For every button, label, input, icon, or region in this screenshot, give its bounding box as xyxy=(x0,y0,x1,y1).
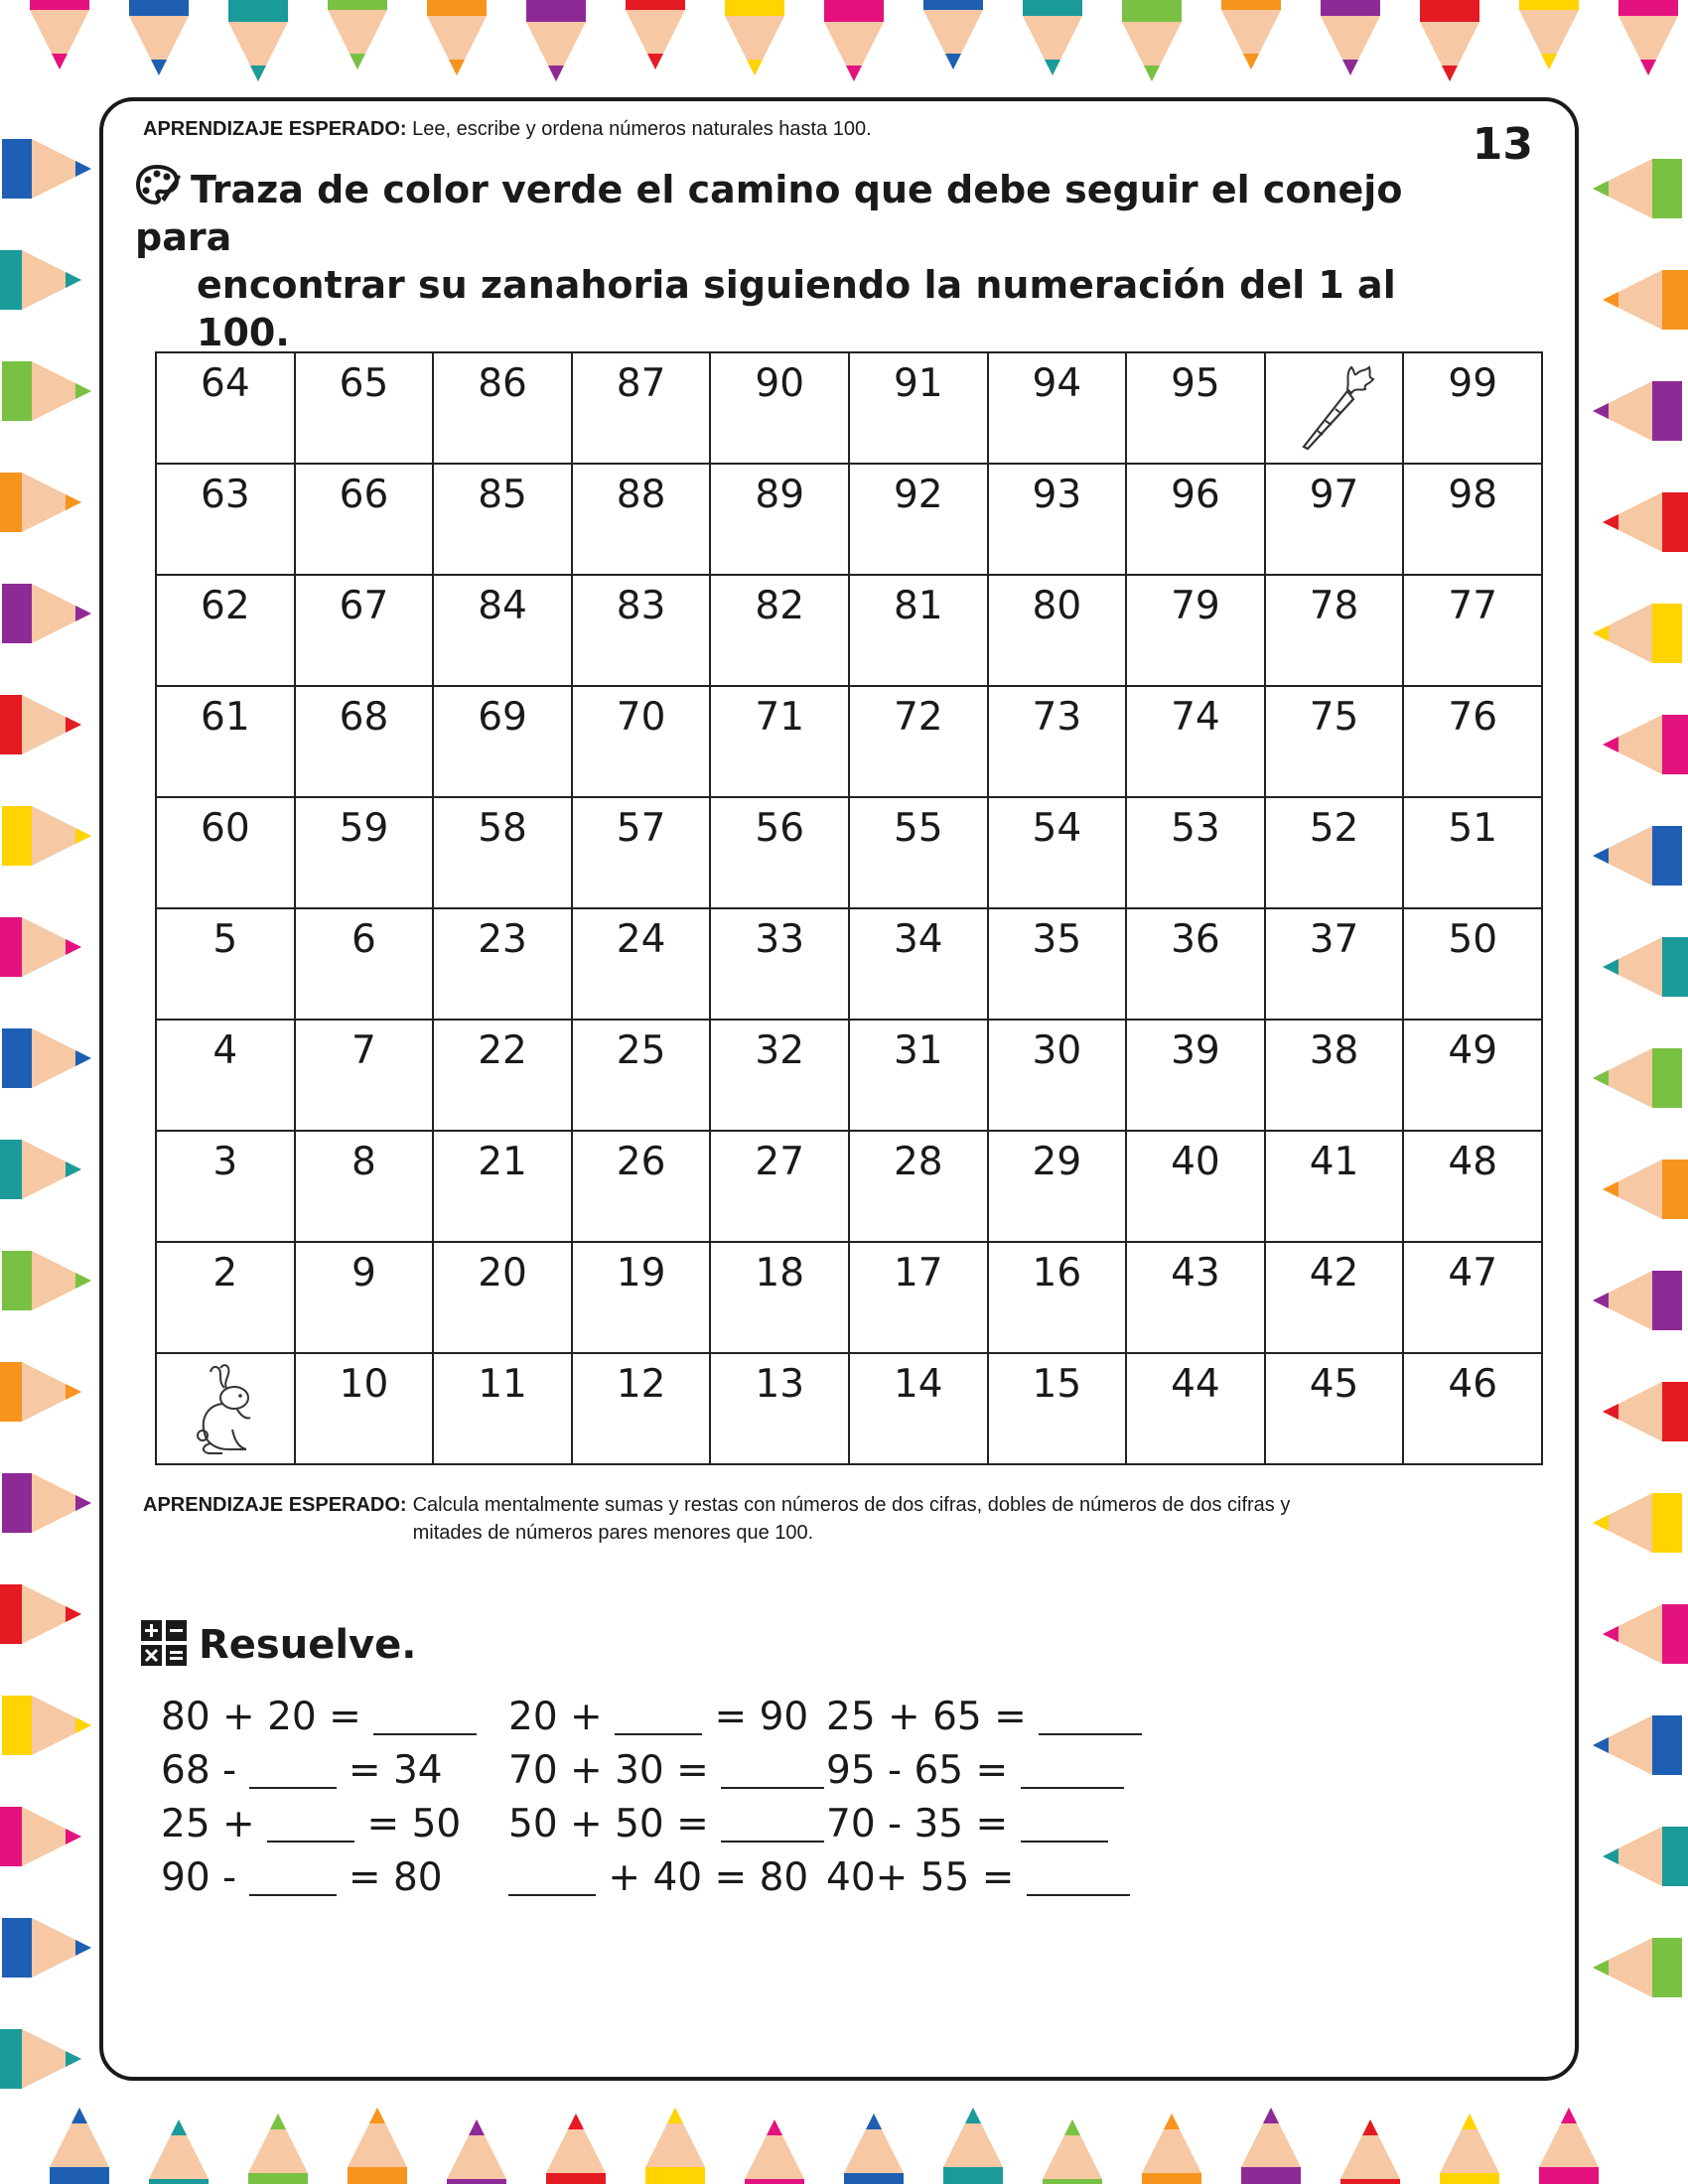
grid-cell[interactable]: 19 xyxy=(572,1242,711,1353)
pencil-decoration xyxy=(1023,0,1082,75)
exercise-row xyxy=(103,1850,1583,1910)
page-number: 13 xyxy=(1472,119,1533,170)
grid-cell-goal[interactable] xyxy=(1265,352,1404,464)
grid-row xyxy=(156,797,1542,908)
pencil-decoration xyxy=(1593,381,1682,441)
pencil-decoration xyxy=(1440,2114,1499,2184)
grid-cell[interactable]: 9 xyxy=(295,1242,434,1353)
grid-cell[interactable]: 75 xyxy=(1265,686,1404,797)
pencil-decoration xyxy=(1603,492,1688,552)
grid-cell[interactable]: 56 xyxy=(710,797,849,908)
objective-text-line-1: Calcula mentalmente sumas y restas con números de dos cifras, dobles de números de dos cifras y xyxy=(412,1494,1291,1516)
grid-cell[interactable]: 49 xyxy=(1403,1020,1542,1131)
grid-row xyxy=(156,1242,1542,1353)
grid-cell[interactable]: 79 xyxy=(1126,575,1265,686)
grid-cell[interactable]: 48 xyxy=(1403,1131,1542,1242)
grid-cell[interactable]: 47 xyxy=(1403,1242,1542,1353)
pencil-decoration xyxy=(1593,826,1682,886)
grid-cell[interactable]: 20 xyxy=(433,1242,572,1353)
pencil-decoration xyxy=(1618,0,1678,75)
answer-blank[interactable] xyxy=(721,1749,824,1789)
grid-cell[interactable]: 16 xyxy=(988,1242,1127,1353)
grid-cell[interactable]: 87 xyxy=(572,352,711,464)
pencil-decoration xyxy=(447,2119,506,2184)
grid-cell[interactable]: 26 xyxy=(572,1131,711,1242)
objective-text-line-2: mitades de números pares menores que 100. xyxy=(412,1522,814,1544)
pencil-decoration xyxy=(1593,1048,1682,1108)
grid-cell[interactable]: 77 xyxy=(1403,575,1542,686)
grid-cell[interactable]: 10 xyxy=(295,1353,434,1464)
grid-cell[interactable]: 92 xyxy=(849,464,988,575)
pencil-decoration xyxy=(1593,1493,1682,1553)
grid-cell[interactable]: 28 xyxy=(849,1131,988,1242)
answer-blank[interactable] xyxy=(1039,1696,1142,1735)
maze-instruction xyxy=(135,163,1426,356)
pencil-decoration xyxy=(844,2114,904,2184)
exercise xyxy=(826,1743,1124,1799)
pencil-decoration xyxy=(1539,2108,1599,2184)
grid-cell[interactable]: 34 xyxy=(849,908,988,1020)
exercise-text-before: 25 + xyxy=(161,1802,255,1846)
pencil-decoration xyxy=(2,1696,91,1755)
pencil-decoration xyxy=(1340,2119,1400,2184)
grid-cell[interactable]: 50 xyxy=(1403,908,1542,1020)
grid-cell[interactable]: 25 xyxy=(572,1020,711,1131)
grid-cell[interactable]: 17 xyxy=(849,1242,988,1353)
exercise xyxy=(508,1690,808,1745)
grid-cell[interactable]: 54 xyxy=(988,797,1127,908)
exercise-text-after: + 40 = 80 xyxy=(608,1855,809,1900)
pencil-decoration xyxy=(526,0,586,81)
grid-cell[interactable]: 45 xyxy=(1265,1353,1404,1464)
learning-objective-2 xyxy=(143,1491,1464,1547)
number-maze-grid xyxy=(155,351,1543,1465)
answer-blank[interactable] xyxy=(1027,1856,1130,1896)
exercise-text-before: 68 - xyxy=(161,1748,237,1793)
answer-blank[interactable] xyxy=(1021,1749,1124,1789)
pencil-decoration xyxy=(0,917,81,977)
math-operations-icon xyxy=(141,1620,187,1678)
objective-label: APRENDIZAJE ESPERADO: xyxy=(143,1494,407,1516)
grid-cell[interactable]: 96 xyxy=(1126,464,1265,575)
grid-cell[interactable]: 15 xyxy=(988,1353,1127,1464)
grid-cell-start[interactable] xyxy=(156,1353,295,1464)
pencil-decoration xyxy=(1603,937,1688,997)
grid-cell[interactable]: 93 xyxy=(988,464,1127,575)
grid-cell[interactable]: 37 xyxy=(1265,908,1404,1020)
exercise xyxy=(508,1743,824,1799)
pencil-decoration xyxy=(30,0,89,69)
exercise xyxy=(508,1797,824,1852)
pencil-decoration xyxy=(2,139,91,199)
pencil-decoration xyxy=(546,2114,606,2184)
worksheet-card xyxy=(99,97,1579,2081)
grid-cell[interactable]: 64 xyxy=(156,352,295,464)
grid-cell[interactable]: 59 xyxy=(295,797,434,908)
grid-cell[interactable]: 90 xyxy=(710,352,849,464)
answer-blank[interactable] xyxy=(1021,1803,1108,1843)
grid-cell[interactable]: 83 xyxy=(572,575,711,686)
pencil-decoration xyxy=(149,2119,209,2184)
exercise xyxy=(508,1850,808,1906)
instruction-line-2: encontrar su zanahoria siguiendo la numeración del 1 al 100. xyxy=(197,263,1396,354)
grid-cell[interactable]: 33 xyxy=(710,908,849,1020)
answer-blank[interactable] xyxy=(615,1696,702,1735)
grid-cell[interactable]: 41 xyxy=(1265,1131,1404,1242)
pencil-decoration xyxy=(745,2119,804,2184)
grid-cell[interactable]: 60 xyxy=(156,797,295,908)
grid-cell[interactable]: 14 xyxy=(849,1353,988,1464)
pencil-decoration xyxy=(1593,1715,1682,1775)
exercise xyxy=(826,1690,1142,1745)
objective-text: Lee, escribe y ordena números naturales hasta 100. xyxy=(412,118,872,140)
grid-cell[interactable]: 67 xyxy=(295,575,434,686)
grid-cell[interactable]: 65 xyxy=(295,352,434,464)
grid-row xyxy=(156,908,1542,1020)
pencil-decoration xyxy=(2,584,91,643)
rabbit-icon xyxy=(181,1360,270,1459)
grid-cell[interactable]: 94 xyxy=(988,352,1127,464)
grid-cell[interactable]: 46 xyxy=(1403,1353,1542,1464)
grid-cell[interactable]: 55 xyxy=(849,797,988,908)
answer-blank[interactable] xyxy=(249,1749,337,1789)
exercise-text-before: 90 - xyxy=(161,1855,237,1900)
pencil-decoration xyxy=(0,473,81,532)
grid-row xyxy=(156,575,1542,686)
exercise xyxy=(161,1743,443,1799)
pencil-decoration xyxy=(626,0,685,69)
pencil-decoration xyxy=(2,1473,91,1533)
grid-cell[interactable]: 12 xyxy=(572,1353,711,1464)
grid-cell[interactable]: 70 xyxy=(572,686,711,797)
grid-cell[interactable]: 44 xyxy=(1126,1353,1265,1464)
answer-blank[interactable] xyxy=(373,1696,477,1735)
grid-cell[interactable]: 42 xyxy=(1265,1242,1404,1353)
pencil-decoration xyxy=(1043,2119,1102,2184)
exercise xyxy=(161,1690,477,1745)
pencil-decoration xyxy=(2,1028,91,1088)
grid-cell[interactable]: 3 xyxy=(156,1131,295,1242)
grid-cell[interactable]: 4 xyxy=(156,1020,295,1131)
pencil-decoration xyxy=(1420,0,1479,81)
exercise-text-before: 20 + xyxy=(508,1695,603,1739)
solve-title: Resuelve. xyxy=(199,1622,417,1668)
pencil-decoration xyxy=(2,1251,91,1310)
grid-row xyxy=(156,352,1542,464)
pencil-decoration xyxy=(0,250,81,310)
pencil-decoration xyxy=(1603,270,1688,330)
grid-cell[interactable]: 84 xyxy=(433,575,572,686)
pencil-decoration xyxy=(248,2114,308,2184)
answer-blank[interactable] xyxy=(249,1856,337,1896)
grid-cell[interactable]: 91 xyxy=(849,352,988,464)
grid-cell[interactable]: 62 xyxy=(156,575,295,686)
exercise-text-before: 40+ 55 = xyxy=(826,1855,1015,1900)
pencil-decoration xyxy=(1593,1271,1682,1330)
pencil-decoration xyxy=(943,2108,1003,2184)
grid-cell[interactable]: 89 xyxy=(710,464,849,575)
exercise-text-before: 80 + 20 = xyxy=(161,1695,361,1739)
grid-cell[interactable]: 88 xyxy=(572,464,711,575)
grid-cell[interactable]: 85 xyxy=(433,464,572,575)
grid-cell[interactable]: 99 xyxy=(1403,352,1542,464)
exercise-row xyxy=(103,1797,1583,1856)
objective-label: APRENDIZAJE ESPERADO: xyxy=(143,118,407,140)
pencil-decoration xyxy=(1603,1160,1688,1219)
grid-cell[interactable]: 57 xyxy=(572,797,711,908)
pencil-decoration xyxy=(824,0,884,81)
exercise-text-before: 70 - 35 = xyxy=(826,1802,1009,1846)
exercise xyxy=(826,1797,1108,1852)
carrot-icon xyxy=(1290,359,1379,455)
grid-row xyxy=(156,464,1542,575)
exercise xyxy=(826,1850,1130,1906)
instruction-line-1: Traza de color verde el camino que debe seguir el conejo para xyxy=(135,168,1403,259)
learning-objective-1 xyxy=(143,115,872,143)
grid-cell[interactable]: 32 xyxy=(710,1020,849,1131)
exercise-text-after: = 80 xyxy=(348,1855,443,1900)
pencil-decoration xyxy=(427,0,487,75)
grid-cell[interactable]: 66 xyxy=(295,464,434,575)
grid-cell[interactable]: 31 xyxy=(849,1020,988,1131)
pencil-decoration xyxy=(923,0,983,69)
exercise-text-before: 25 + 65 = xyxy=(826,1695,1027,1739)
pencil-decoration xyxy=(1519,0,1579,69)
grid-cell[interactable]: 8 xyxy=(295,1131,434,1242)
pencil-decoration xyxy=(0,1362,81,1422)
grid-cell[interactable]: 30 xyxy=(988,1020,1127,1131)
exercise-text-after: = 50 xyxy=(366,1802,462,1846)
grid-cell[interactable]: 24 xyxy=(572,908,711,1020)
pencil-decoration xyxy=(1122,0,1182,81)
pencil-decoration xyxy=(348,2108,407,2184)
pencil-decoration xyxy=(1593,1938,1682,1997)
pencil-decoration xyxy=(129,0,189,75)
grid-cell[interactable]: 69 xyxy=(433,686,572,797)
pencil-decoration xyxy=(1221,0,1281,69)
grid-cell[interactable]: 22 xyxy=(433,1020,572,1131)
grid-cell[interactable]: 29 xyxy=(988,1131,1127,1242)
pencil-decoration xyxy=(725,0,784,75)
paint-palette-icon xyxy=(135,163,181,208)
exercise-text-after: = 90 xyxy=(714,1695,809,1739)
grid-cell[interactable]: 5 xyxy=(156,908,295,1020)
grid-cell[interactable]: 43 xyxy=(1126,1242,1265,1353)
grid-cell[interactable]: 23 xyxy=(433,908,572,1020)
pencil-decoration xyxy=(0,695,81,754)
grid-cell[interactable]: 51 xyxy=(1403,797,1542,908)
grid-row xyxy=(156,1353,1542,1464)
grid-cell[interactable]: 81 xyxy=(849,575,988,686)
grid-cell[interactable]: 68 xyxy=(295,686,434,797)
pencil-decoration xyxy=(0,1140,81,1199)
grid-cell[interactable]: 36 xyxy=(1126,908,1265,1020)
pencil-decoration xyxy=(1593,604,1682,663)
grid-cell[interactable]: 13 xyxy=(710,1353,849,1464)
grid-cell[interactable]: 18 xyxy=(710,1242,849,1353)
grid-cell[interactable]: 95 xyxy=(1126,352,1265,464)
grid-cell[interactable]: 80 xyxy=(988,575,1127,686)
exercise-row xyxy=(103,1743,1583,1803)
grid-cell[interactable]: 52 xyxy=(1265,797,1404,908)
grid-cell[interactable]: 72 xyxy=(849,686,988,797)
grid-cell[interactable]: 2 xyxy=(156,1242,295,1353)
grid-cell[interactable]: 82 xyxy=(710,575,849,686)
pencil-decoration xyxy=(2,806,91,866)
grid-cell[interactable]: 61 xyxy=(156,686,295,797)
pencil-decoration xyxy=(328,0,387,69)
exercise-text-before: 70 + 30 = xyxy=(508,1748,709,1793)
grid-cell[interactable]: 6 xyxy=(295,908,434,1020)
grid-cell[interactable]: 97 xyxy=(1265,464,1404,575)
pencil-decoration xyxy=(1603,1827,1688,1886)
pencil-decoration xyxy=(2,361,91,421)
grid-row xyxy=(156,1131,1542,1242)
grid-cell[interactable]: 78 xyxy=(1265,575,1404,686)
pencil-decoration xyxy=(1603,715,1688,774)
pencil-decoration xyxy=(645,2108,705,2184)
exercise-text-before: 95 - 65 = xyxy=(826,1748,1009,1793)
exercise xyxy=(161,1797,461,1852)
grid-cell[interactable]: 27 xyxy=(710,1131,849,1242)
grid-row xyxy=(156,686,1542,797)
grid-cell[interactable]: 76 xyxy=(1403,686,1542,797)
grid-cell[interactable]: 71 xyxy=(710,686,849,797)
pencil-decoration xyxy=(1603,1382,1688,1441)
exercise-text-before: 50 + 50 = xyxy=(508,1802,709,1846)
grid-cell[interactable]: 63 xyxy=(156,464,295,575)
grid-row xyxy=(156,1020,1542,1131)
exercise xyxy=(161,1850,443,1906)
pencil-decoration xyxy=(1142,2114,1201,2184)
exercise-row xyxy=(103,1690,1583,1749)
answer-blank[interactable] xyxy=(721,1803,824,1843)
answer-blank[interactable] xyxy=(508,1856,596,1896)
pencil-decoration xyxy=(1241,2108,1301,2184)
solve-heading xyxy=(141,1620,416,1678)
answer-blank[interactable] xyxy=(267,1803,354,1843)
pencil-decoration xyxy=(2,1918,91,1978)
grid-cell[interactable]: 98 xyxy=(1403,464,1542,575)
grid-cell[interactable]: 21 xyxy=(433,1131,572,1242)
grid-cell[interactable]: 7 xyxy=(295,1020,434,1131)
grid-cell[interactable]: 40 xyxy=(1126,1131,1265,1242)
grid-cell[interactable]: 53 xyxy=(1126,797,1265,908)
pencil-decoration xyxy=(0,2029,81,2089)
grid-cell[interactable]: 74 xyxy=(1126,686,1265,797)
pencil-decoration xyxy=(1321,0,1380,75)
grid-cell[interactable]: 11 xyxy=(433,1353,572,1464)
grid-cell[interactable]: 38 xyxy=(1265,1020,1404,1131)
pencil-decoration xyxy=(228,0,288,81)
pencil-decoration xyxy=(1603,1604,1688,1664)
pencil-decoration xyxy=(0,1584,81,1644)
grid-cell[interactable]: 58 xyxy=(433,797,572,908)
exercise-text-after: = 34 xyxy=(348,1748,443,1793)
grid-cell[interactable]: 35 xyxy=(988,908,1127,1020)
pencil-decoration xyxy=(1593,159,1682,218)
grid-cell[interactable]: 39 xyxy=(1126,1020,1265,1131)
pencil-decoration xyxy=(50,2108,109,2184)
grid-cell[interactable]: 86 xyxy=(433,352,572,464)
grid-cell[interactable]: 73 xyxy=(988,686,1127,797)
pencil-decoration xyxy=(0,1807,81,1866)
